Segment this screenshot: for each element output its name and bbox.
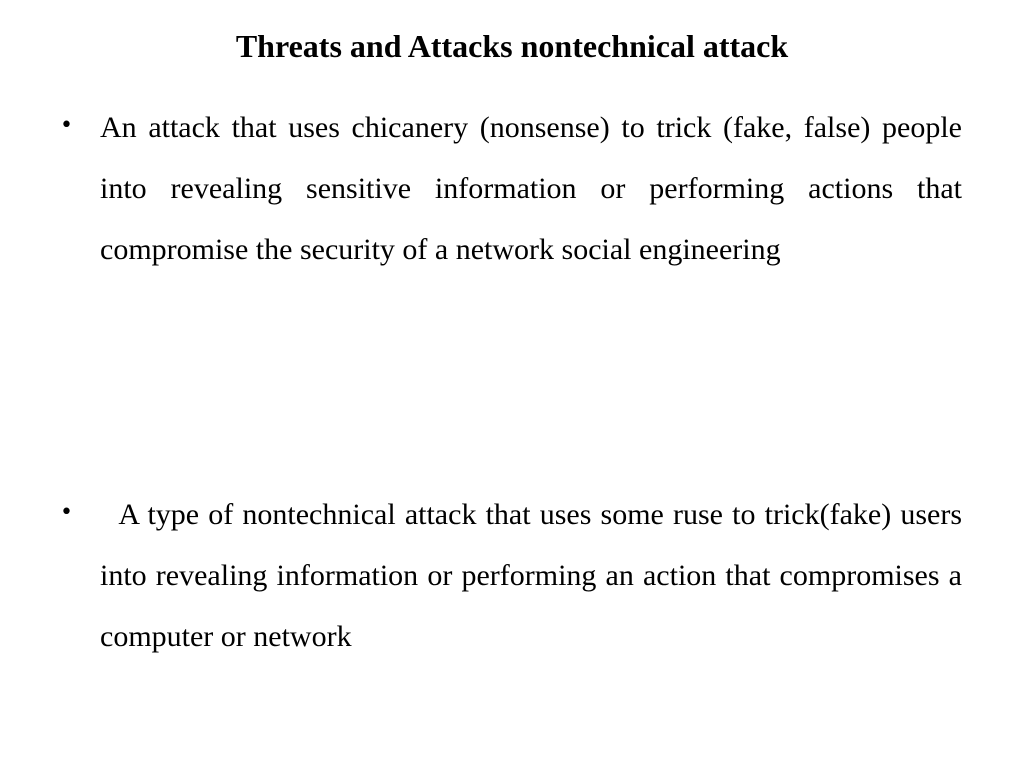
bullet-dot-icon: • bbox=[60, 113, 73, 138]
bullet-dot-icon: • bbox=[60, 500, 73, 525]
bullet-text: An attack that uses chicanery (nonsense) to trick (fake, false) people into revealing sensitive information or performing actions that compromise the security of a network social engineering bbox=[100, 111, 962, 266]
bullet-item bbox=[60, 484, 970, 667]
bullet-item bbox=[60, 97, 962, 280]
bullet-text: A type of nontechnical attack that uses some ruse to trick(fake) users into revealing information or performing an action that compromises a computer or network bbox=[100, 498, 970, 653]
slide-title: Threats and Attacks nontechnical attack bbox=[235, 28, 789, 64]
